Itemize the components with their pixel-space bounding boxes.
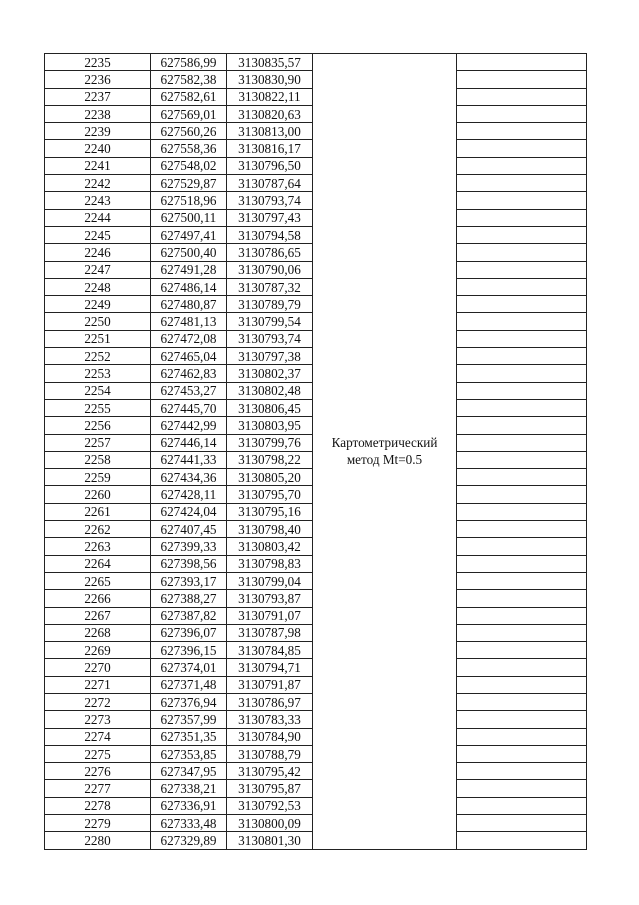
empty-cell bbox=[457, 244, 587, 261]
point-number-cell: 2261 bbox=[45, 503, 151, 520]
empty-cell bbox=[457, 780, 587, 797]
point-number-cell: 2243 bbox=[45, 192, 151, 209]
x-coordinate-cell: 627462,83 bbox=[151, 365, 227, 382]
point-number-cell: 2269 bbox=[45, 642, 151, 659]
y-coordinate-cell: 3130795,87 bbox=[227, 780, 313, 797]
point-number-cell: 2272 bbox=[45, 693, 151, 710]
empty-cell bbox=[457, 590, 587, 607]
x-coordinate-cell: 627333,48 bbox=[151, 815, 227, 832]
x-coordinate-cell: 627399,33 bbox=[151, 538, 227, 555]
point-number-cell: 2244 bbox=[45, 209, 151, 226]
point-number-cell: 2256 bbox=[45, 417, 151, 434]
y-coordinate-cell: 3130787,98 bbox=[227, 624, 313, 641]
x-coordinate-cell: 627472,08 bbox=[151, 330, 227, 347]
empty-cell bbox=[457, 192, 587, 209]
x-coordinate-cell: 627442,99 bbox=[151, 417, 227, 434]
x-coordinate-cell: 627347,95 bbox=[151, 763, 227, 780]
empty-cell bbox=[457, 348, 587, 365]
empty-cell bbox=[457, 555, 587, 572]
empty-cell bbox=[457, 140, 587, 157]
point-number-cell: 2273 bbox=[45, 711, 151, 728]
empty-cell bbox=[457, 469, 587, 486]
x-coordinate-cell: 627582,38 bbox=[151, 71, 227, 88]
method-cell: Картометрический метод Mt=0.5 bbox=[313, 54, 457, 850]
y-coordinate-cell: 3130830,90 bbox=[227, 71, 313, 88]
y-coordinate-cell: 3130784,85 bbox=[227, 642, 313, 659]
x-coordinate-cell: 627481,13 bbox=[151, 313, 227, 330]
point-number-cell: 2246 bbox=[45, 244, 151, 261]
empty-cell bbox=[457, 745, 587, 762]
y-coordinate-cell: 3130795,16 bbox=[227, 503, 313, 520]
empty-cell bbox=[457, 624, 587, 641]
x-coordinate-cell: 627569,01 bbox=[151, 105, 227, 122]
point-number-cell: 2271 bbox=[45, 676, 151, 693]
x-coordinate-cell: 627446,14 bbox=[151, 434, 227, 451]
point-number-cell: 2263 bbox=[45, 538, 151, 555]
x-coordinate-cell: 627441,33 bbox=[151, 451, 227, 468]
point-number-cell: 2254 bbox=[45, 382, 151, 399]
x-coordinate-cell: 627453,27 bbox=[151, 382, 227, 399]
x-coordinate-cell: 627396,07 bbox=[151, 624, 227, 641]
coordinates-table-body bbox=[45, 54, 587, 850]
empty-cell bbox=[457, 763, 587, 780]
empty-cell bbox=[457, 365, 587, 382]
point-number-cell: 2268 bbox=[45, 624, 151, 641]
empty-cell bbox=[457, 676, 587, 693]
x-coordinate-cell: 627336,91 bbox=[151, 797, 227, 814]
point-number-cell: 2245 bbox=[45, 226, 151, 243]
y-coordinate-cell: 3130795,42 bbox=[227, 763, 313, 780]
point-number-cell: 2257 bbox=[45, 434, 151, 451]
point-number-cell: 2242 bbox=[45, 175, 151, 192]
x-coordinate-cell: 627387,82 bbox=[151, 607, 227, 624]
point-number-cell: 2267 bbox=[45, 607, 151, 624]
x-coordinate-cell: 627497,41 bbox=[151, 226, 227, 243]
y-coordinate-cell: 3130787,32 bbox=[227, 278, 313, 295]
empty-cell bbox=[457, 209, 587, 226]
empty-cell bbox=[457, 832, 587, 849]
y-coordinate-cell: 3130797,43 bbox=[227, 209, 313, 226]
y-coordinate-cell: 3130793,74 bbox=[227, 192, 313, 209]
empty-cell bbox=[457, 278, 587, 295]
y-coordinate-cell: 3130816,17 bbox=[227, 140, 313, 157]
point-number-cell: 2264 bbox=[45, 555, 151, 572]
y-coordinate-cell: 3130783,33 bbox=[227, 711, 313, 728]
empty-cell bbox=[457, 503, 587, 520]
point-number-cell: 2277 bbox=[45, 780, 151, 797]
empty-cell bbox=[457, 313, 587, 330]
point-number-cell: 2235 bbox=[45, 54, 151, 71]
y-coordinate-cell: 3130784,90 bbox=[227, 728, 313, 745]
empty-cell bbox=[457, 728, 587, 745]
y-coordinate-cell: 3130801,30 bbox=[227, 832, 313, 849]
point-number-cell: 2248 bbox=[45, 278, 151, 295]
x-coordinate-cell: 627357,99 bbox=[151, 711, 227, 728]
point-number-cell: 2250 bbox=[45, 313, 151, 330]
empty-cell bbox=[457, 54, 587, 71]
y-coordinate-cell: 3130790,06 bbox=[227, 261, 313, 278]
y-coordinate-cell: 3130793,74 bbox=[227, 330, 313, 347]
empty-cell bbox=[457, 797, 587, 814]
point-number-cell: 2249 bbox=[45, 296, 151, 313]
empty-cell bbox=[457, 434, 587, 451]
empty-cell bbox=[457, 71, 587, 88]
table-row bbox=[45, 54, 587, 71]
x-coordinate-cell: 627353,85 bbox=[151, 745, 227, 762]
point-number-cell: 2278 bbox=[45, 797, 151, 814]
empty-cell bbox=[457, 659, 587, 676]
x-coordinate-cell: 627338,21 bbox=[151, 780, 227, 797]
x-coordinate-cell: 627586,99 bbox=[151, 54, 227, 71]
point-number-cell: 2236 bbox=[45, 71, 151, 88]
x-coordinate-cell: 627480,87 bbox=[151, 296, 227, 313]
x-coordinate-cell: 627518,96 bbox=[151, 192, 227, 209]
x-coordinate-cell: 627376,94 bbox=[151, 693, 227, 710]
point-number-cell: 2279 bbox=[45, 815, 151, 832]
point-number-cell: 2253 bbox=[45, 365, 151, 382]
y-coordinate-cell: 3130794,58 bbox=[227, 226, 313, 243]
empty-cell bbox=[457, 538, 587, 555]
y-coordinate-cell: 3130787,64 bbox=[227, 175, 313, 192]
x-coordinate-cell: 627388,27 bbox=[151, 590, 227, 607]
point-number-cell: 2275 bbox=[45, 745, 151, 762]
empty-cell bbox=[457, 451, 587, 468]
x-coordinate-cell: 627582,61 bbox=[151, 88, 227, 105]
empty-cell bbox=[457, 486, 587, 503]
point-number-cell: 2247 bbox=[45, 261, 151, 278]
x-coordinate-cell: 627558,36 bbox=[151, 140, 227, 157]
x-coordinate-cell: 627329,89 bbox=[151, 832, 227, 849]
y-coordinate-cell: 3130791,87 bbox=[227, 676, 313, 693]
point-number-cell: 2238 bbox=[45, 105, 151, 122]
empty-cell bbox=[457, 693, 587, 710]
empty-cell bbox=[457, 815, 587, 832]
x-coordinate-cell: 627465,04 bbox=[151, 348, 227, 365]
x-coordinate-cell: 627445,70 bbox=[151, 399, 227, 416]
y-coordinate-cell: 3130786,97 bbox=[227, 693, 313, 710]
point-number-cell: 2276 bbox=[45, 763, 151, 780]
y-coordinate-cell: 3130792,53 bbox=[227, 797, 313, 814]
y-coordinate-cell: 3130794,71 bbox=[227, 659, 313, 676]
y-coordinate-cell: 3130802,48 bbox=[227, 382, 313, 399]
point-number-cell: 2241 bbox=[45, 157, 151, 174]
empty-cell bbox=[457, 105, 587, 122]
point-number-cell: 2252 bbox=[45, 348, 151, 365]
y-coordinate-cell: 3130802,37 bbox=[227, 365, 313, 382]
point-number-cell: 2239 bbox=[45, 123, 151, 140]
y-coordinate-cell: 3130806,45 bbox=[227, 399, 313, 416]
x-coordinate-cell: 627560,26 bbox=[151, 123, 227, 140]
x-coordinate-cell: 627486,14 bbox=[151, 278, 227, 295]
x-coordinate-cell: 627393,17 bbox=[151, 572, 227, 589]
empty-cell bbox=[457, 711, 587, 728]
point-number-cell: 2265 bbox=[45, 572, 151, 589]
y-coordinate-cell: 3130803,95 bbox=[227, 417, 313, 434]
coordinates-table bbox=[44, 53, 587, 850]
x-coordinate-cell: 627424,04 bbox=[151, 503, 227, 520]
point-number-cell: 2260 bbox=[45, 486, 151, 503]
y-coordinate-cell: 3130798,40 bbox=[227, 521, 313, 538]
y-coordinate-cell: 3130820,63 bbox=[227, 105, 313, 122]
x-coordinate-cell: 627371,48 bbox=[151, 676, 227, 693]
x-coordinate-cell: 627351,35 bbox=[151, 728, 227, 745]
x-coordinate-cell: 627374,01 bbox=[151, 659, 227, 676]
point-number-cell: 2270 bbox=[45, 659, 151, 676]
x-coordinate-cell: 627500,40 bbox=[151, 244, 227, 261]
y-coordinate-cell: 3130835,57 bbox=[227, 54, 313, 71]
y-coordinate-cell: 3130800,09 bbox=[227, 815, 313, 832]
y-coordinate-cell: 3130799,04 bbox=[227, 572, 313, 589]
point-number-cell: 2280 bbox=[45, 832, 151, 849]
empty-cell bbox=[457, 607, 587, 624]
x-coordinate-cell: 627548,02 bbox=[151, 157, 227, 174]
x-coordinate-cell: 627407,45 bbox=[151, 521, 227, 538]
point-number-cell: 2237 bbox=[45, 88, 151, 105]
x-coordinate-cell: 627434,36 bbox=[151, 469, 227, 486]
empty-cell bbox=[457, 226, 587, 243]
x-coordinate-cell: 627398,56 bbox=[151, 555, 227, 572]
empty-cell bbox=[457, 642, 587, 659]
y-coordinate-cell: 3130805,20 bbox=[227, 469, 313, 486]
y-coordinate-cell: 3130803,42 bbox=[227, 538, 313, 555]
empty-cell bbox=[457, 572, 587, 589]
x-coordinate-cell: 627396,15 bbox=[151, 642, 227, 659]
empty-cell bbox=[457, 157, 587, 174]
empty-cell bbox=[457, 330, 587, 347]
y-coordinate-cell: 3130796,50 bbox=[227, 157, 313, 174]
point-number-cell: 2258 bbox=[45, 451, 151, 468]
point-number-cell: 2240 bbox=[45, 140, 151, 157]
point-number-cell: 2274 bbox=[45, 728, 151, 745]
empty-cell bbox=[457, 261, 587, 278]
y-coordinate-cell: 3130813,00 bbox=[227, 123, 313, 140]
y-coordinate-cell: 3130799,76 bbox=[227, 434, 313, 451]
y-coordinate-cell: 3130789,79 bbox=[227, 296, 313, 313]
point-number-cell: 2266 bbox=[45, 590, 151, 607]
empty-cell bbox=[457, 296, 587, 313]
y-coordinate-cell: 3130822,11 bbox=[227, 88, 313, 105]
y-coordinate-cell: 3130791,07 bbox=[227, 607, 313, 624]
y-coordinate-cell: 3130795,70 bbox=[227, 486, 313, 503]
y-coordinate-cell: 3130788,79 bbox=[227, 745, 313, 762]
empty-cell bbox=[457, 123, 587, 140]
y-coordinate-cell: 3130797,38 bbox=[227, 348, 313, 365]
empty-cell bbox=[457, 521, 587, 538]
x-coordinate-cell: 627500,11 bbox=[151, 209, 227, 226]
empty-cell bbox=[457, 399, 587, 416]
point-number-cell: 2251 bbox=[45, 330, 151, 347]
empty-cell bbox=[457, 417, 587, 434]
y-coordinate-cell: 3130799,54 bbox=[227, 313, 313, 330]
y-coordinate-cell: 3130798,83 bbox=[227, 555, 313, 572]
y-coordinate-cell: 3130793,87 bbox=[227, 590, 313, 607]
y-coordinate-cell: 3130786,65 bbox=[227, 244, 313, 261]
y-coordinate-cell: 3130798,22 bbox=[227, 451, 313, 468]
x-coordinate-cell: 627428,11 bbox=[151, 486, 227, 503]
point-number-cell: 2255 bbox=[45, 399, 151, 416]
empty-cell bbox=[457, 382, 587, 399]
point-number-cell: 2262 bbox=[45, 521, 151, 538]
empty-cell bbox=[457, 88, 587, 105]
x-coordinate-cell: 627529,87 bbox=[151, 175, 227, 192]
point-number-cell: 2259 bbox=[45, 469, 151, 486]
x-coordinate-cell: 627491,28 bbox=[151, 261, 227, 278]
empty-cell bbox=[457, 175, 587, 192]
